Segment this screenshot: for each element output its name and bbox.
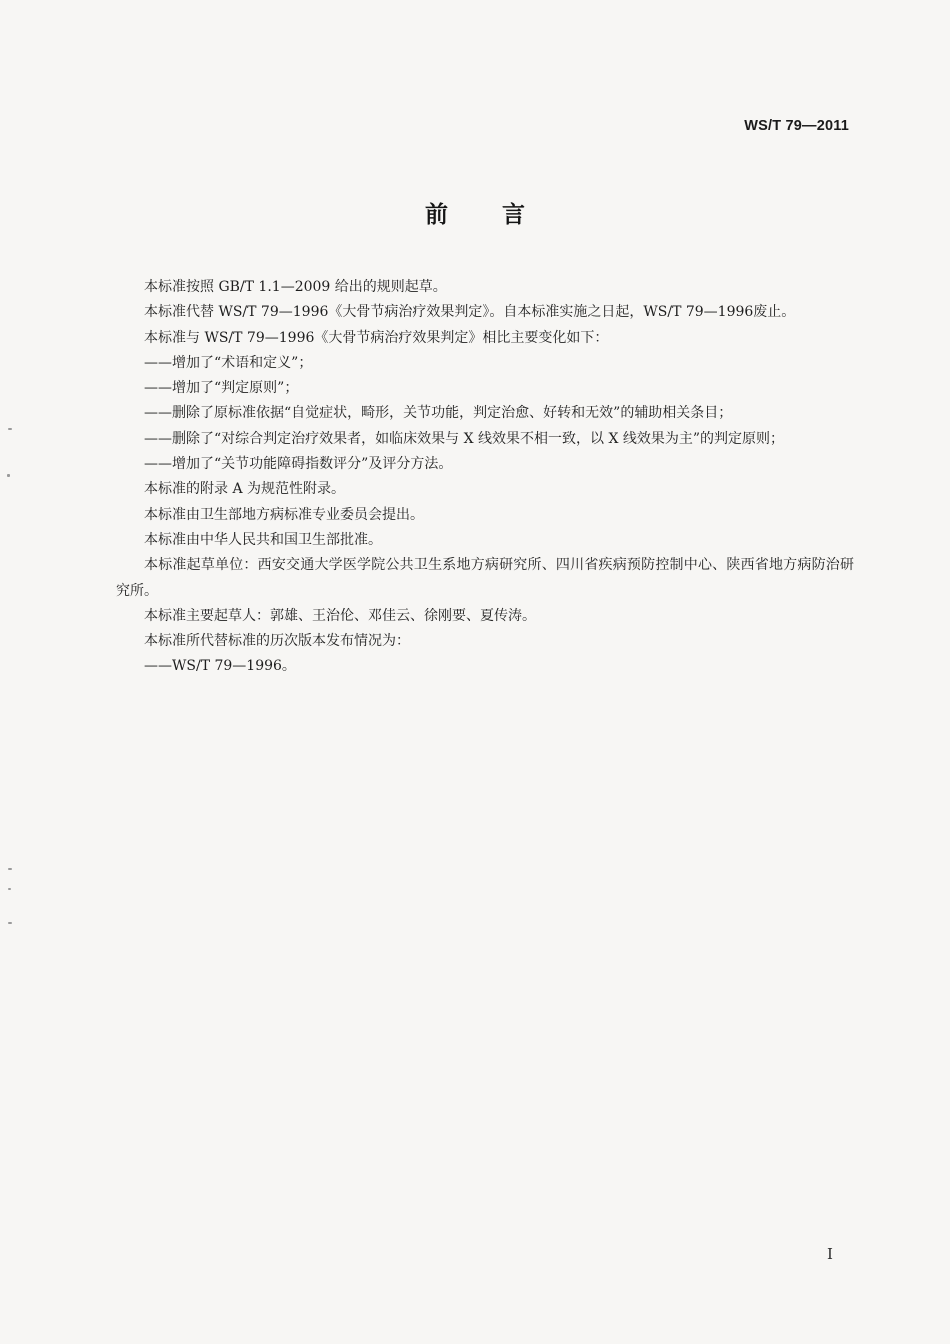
paragraph: 本标准按照 GB/T 1.1—2009 给出的规则起草。 [144,279,447,295]
paragraph: 本标准所代替标准的历次版本发布情况为： [144,633,410,650]
dash-text: 删除了原标准依据“自觉症状，畸形，关节功能，判定治愈、好转和无效”的辅助相关条目； [172,405,733,422]
paragraph: 本标准与 WS/T 79—1996《大骨节病治疗效果判定》相比主要变化如下： [144,329,609,346]
paragraph: 本标准代替 WS/T 79—1996《大骨节病治疗效果判定》。自本标准实施之日起，WS/T 79—1996废止。 [144,304,796,321]
dash-mark: —— [144,658,172,675]
page-title: 前言 [425,202,579,228]
paragraph: 本标准由卫生部地方病标准专业委员会提出。 [144,506,424,523]
change-item [116,401,854,426]
version-history-item [116,654,854,679]
change-item [116,376,854,401]
foreword-body [116,275,854,680]
scan-speck [8,888,11,890]
dash-mark: —— [144,456,172,473]
paragraph: 本标准的附录 A 为规范性附录。 [144,481,346,498]
dash-text: 删除了“对综合判定治疗效果者，如临床效果与 X 线效果不相一致，以 X 线效果为主”的判定原则； [172,430,785,447]
change-item [116,351,854,376]
dash-text: 增加了“术语和定义”； [172,354,313,371]
page-number: I [827,1245,833,1263]
dash-mark: —— [144,354,172,371]
scan-speck [8,868,12,870]
dash-text: 增加了“关节功能障碍指数评分”及评分方法。 [172,456,453,473]
dash-mark: —— [144,405,172,422]
change-item [116,452,854,477]
dash-mark: —— [144,430,172,447]
scan-speck [8,428,12,430]
scan-speck [8,922,12,924]
paragraph: 本标准主要起草人：郭雄、王治伦、邓佳云、徐刚要、夏传涛。 [144,607,536,624]
dash-text: WS/T 79—1996。 [172,658,296,675]
dash-text: 增加了“判定原则”； [172,380,299,397]
change-item [116,427,854,452]
scan-speck [7,474,10,477]
paragraph: 本标准起草单位：西安交通大学医学院公共卫生系地方病研究所、四川省疾病预防控制中心、陕西省地方病防治研究所。 [116,557,854,599]
standard-code: WS/T 79—2011 [744,118,849,134]
dash-mark: —— [144,380,172,397]
paragraph: 本标准由中华人民共和国卫生部批准。 [144,531,382,548]
